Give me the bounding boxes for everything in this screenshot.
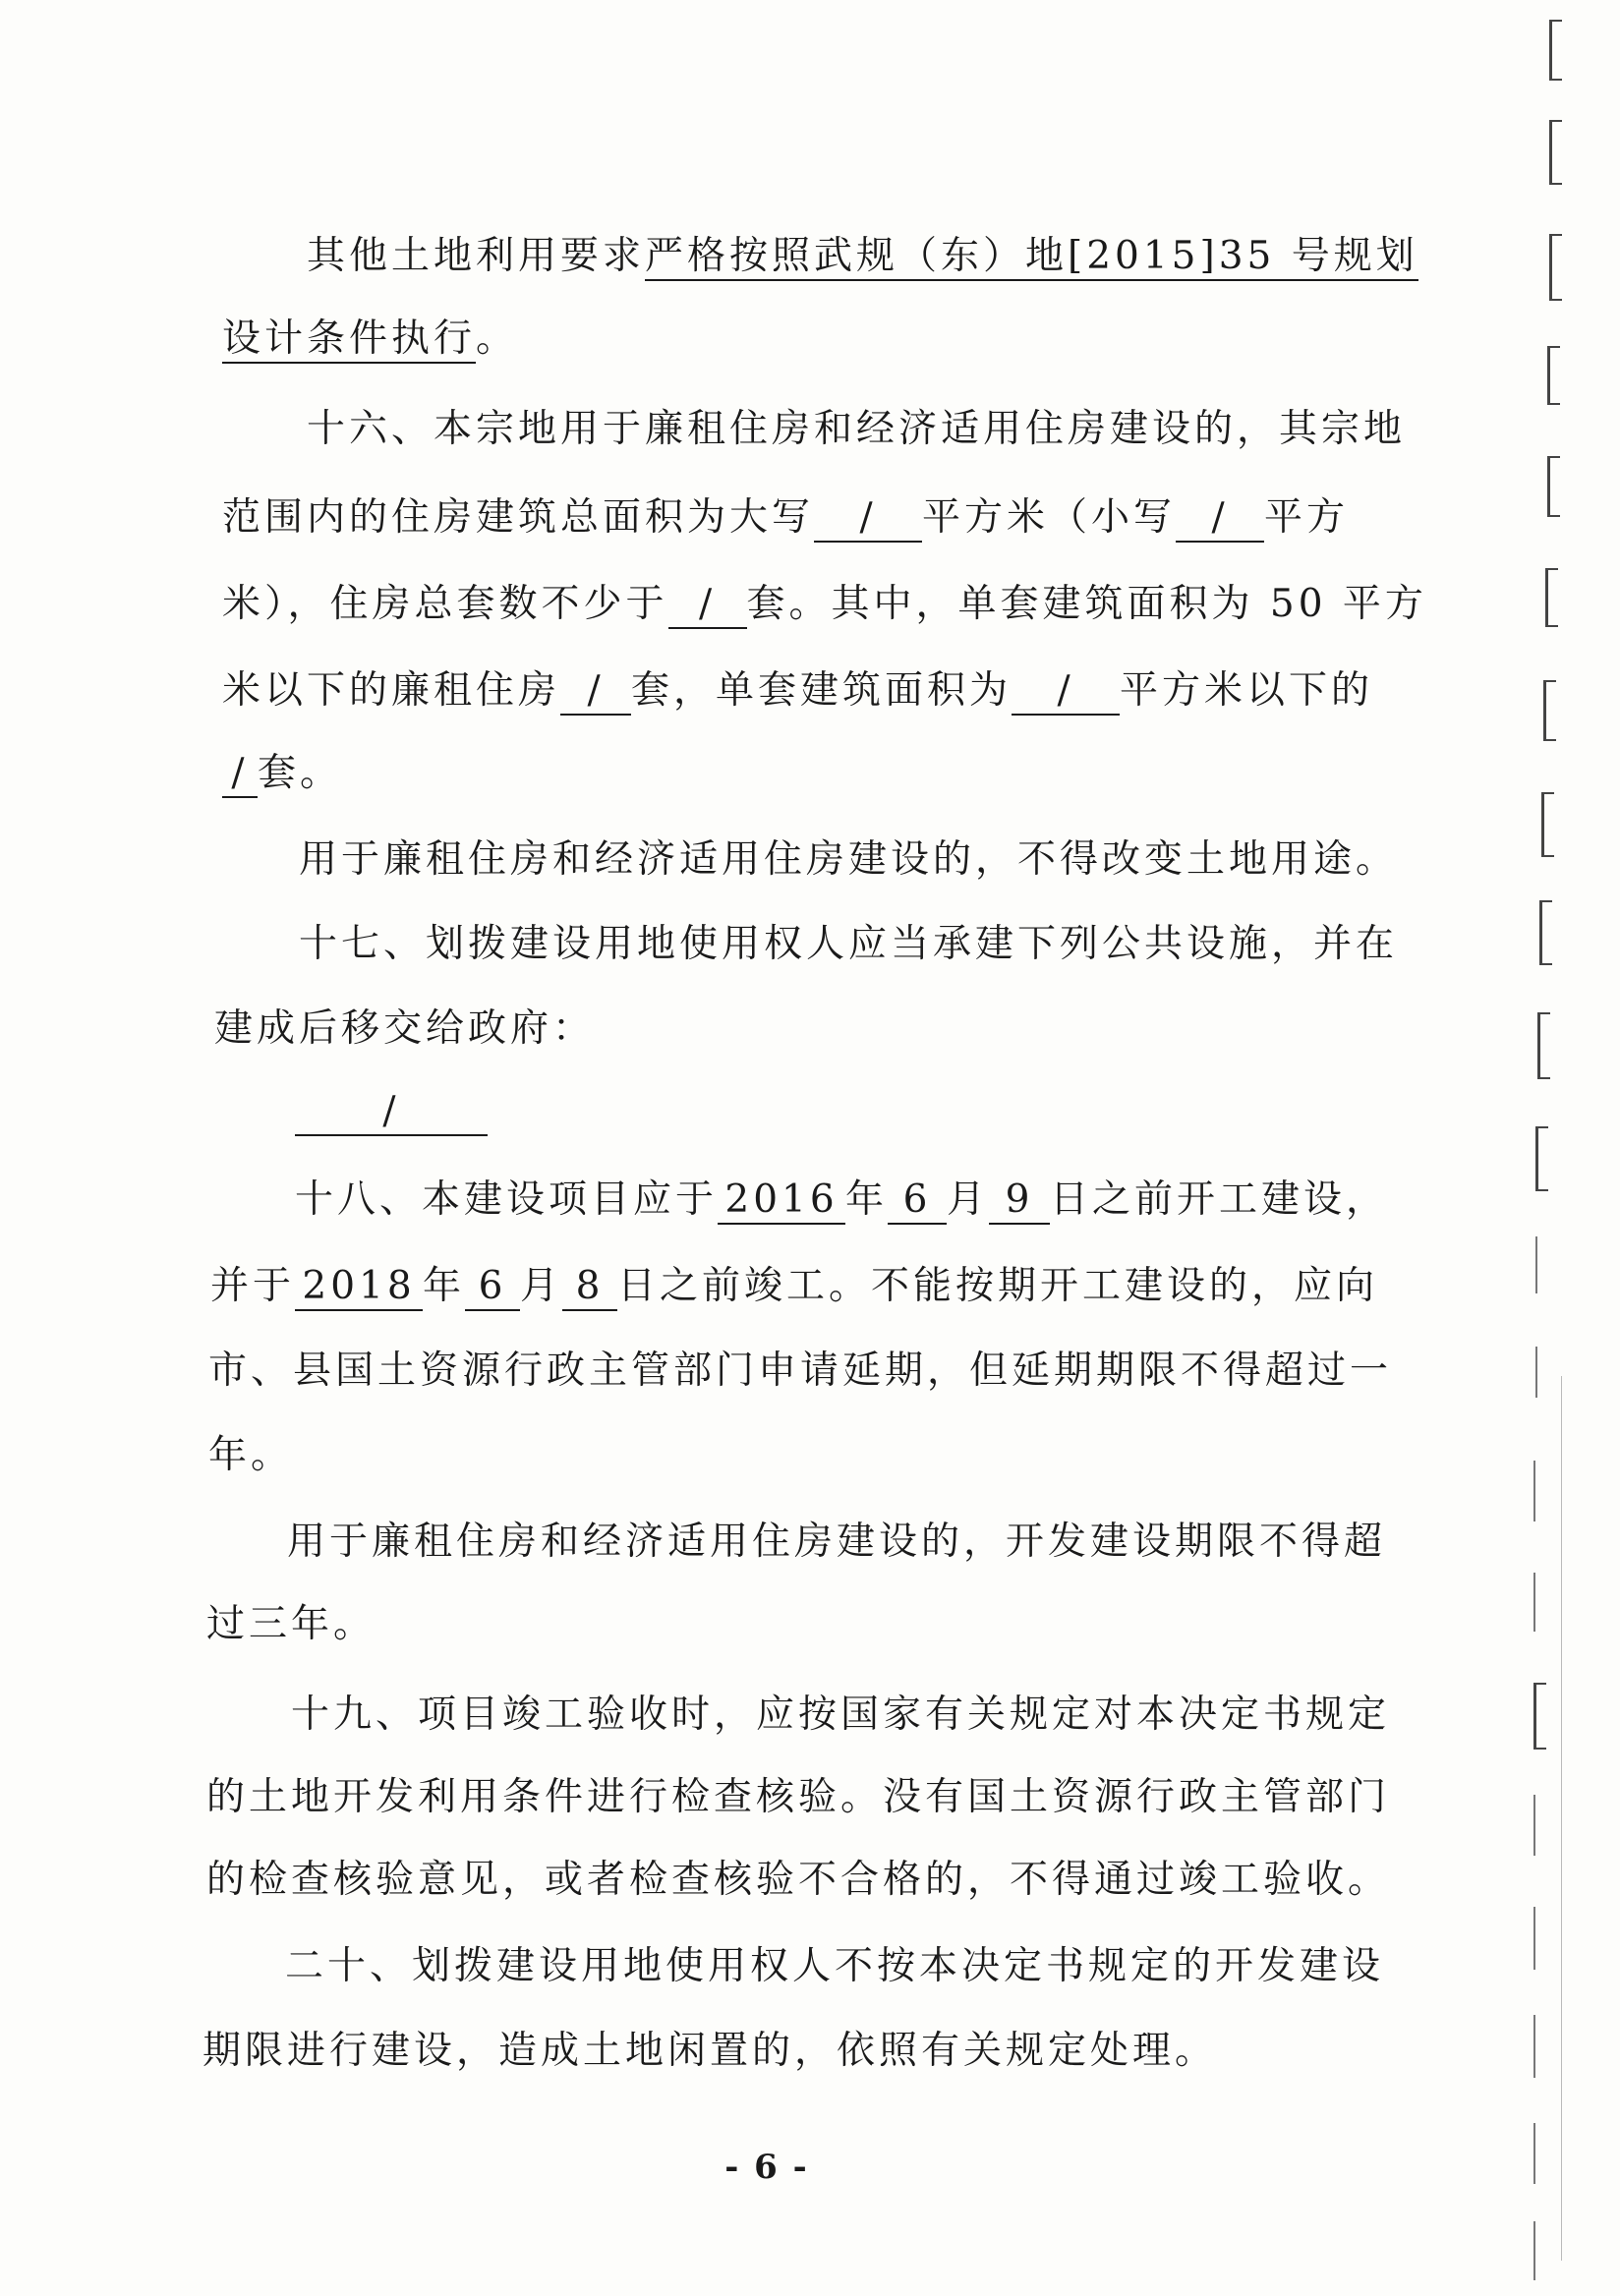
text-line bbox=[222, 666, 1373, 716]
text-segment: 月 bbox=[947, 1177, 990, 1222]
binding-mark bbox=[1535, 1236, 1537, 1293]
text-line bbox=[208, 1347, 1392, 1396]
binding-mark bbox=[1549, 20, 1562, 81]
filled-blank: 严格按照武规（东）地[2015]35 号规划 bbox=[645, 234, 1418, 281]
text-segment: 平方米（小写 bbox=[922, 495, 1177, 540]
text-segment: 期限进行建设，造成土地闲置的，依照有关规定处理。 bbox=[202, 2029, 1218, 2073]
text-segment: 年 bbox=[423, 1264, 466, 1308]
binding-margin bbox=[1522, 0, 1620, 2296]
text-line bbox=[222, 749, 342, 798]
binding-mark bbox=[1545, 568, 1558, 627]
text-line bbox=[222, 580, 1427, 629]
text-segment: 市、县国土资源行政主管部门申请延期，但延期期限不得超过一 bbox=[208, 1349, 1393, 1393]
filled-blank: 2016 bbox=[718, 1177, 845, 1225]
text-segment: 过三年。 bbox=[206, 1602, 376, 1646]
text-segment: 。 bbox=[476, 316, 519, 361]
text-segment: 套。其中，单套建筑面积为 50 平方 bbox=[746, 582, 1427, 626]
text-line bbox=[206, 1856, 1390, 1905]
binding-mark bbox=[1547, 456, 1560, 517]
text-line bbox=[307, 405, 1406, 454]
text-line bbox=[206, 1773, 1390, 1822]
text-segment: 用于廉租住房和经济适用住房建设的，不得改变土地用途。 bbox=[299, 837, 1399, 882]
text-segment: 年。 bbox=[208, 1433, 294, 1477]
text-segment: 的检查核验意见，或者检查核验不合格的，不得通过竣工验收。 bbox=[206, 1858, 1391, 1902]
text-line bbox=[307, 232, 1418, 281]
binding-mark bbox=[1549, 120, 1562, 185]
filled-blank: / bbox=[222, 751, 258, 798]
text-line bbox=[299, 835, 1398, 885]
text-segment: 平方米以下的 bbox=[1120, 668, 1374, 713]
text-segment: 套，单套建筑面积为 bbox=[631, 668, 1012, 713]
binding-mark bbox=[1533, 1683, 1546, 1750]
binding-mark bbox=[1541, 792, 1554, 857]
text-line bbox=[202, 2027, 1217, 2076]
text-line bbox=[295, 1176, 1388, 1225]
text-segment: 用于廉租住房和经济适用住房建设的，开发建设期限不得超 bbox=[287, 1520, 1387, 1564]
filled-blank: 8 bbox=[562, 1264, 617, 1311]
text-segment: 日之前竣工。不能按期开工建设的，应向 bbox=[617, 1264, 1379, 1308]
text-segment: 米），住房总套数不少于 bbox=[222, 582, 668, 626]
binding-mark bbox=[1533, 1461, 1535, 1521]
filled-blank: / bbox=[295, 1089, 488, 1136]
binding-mark bbox=[1533, 1573, 1535, 1632]
filled-blank: / bbox=[668, 582, 747, 629]
text-segment: 套。 bbox=[258, 751, 343, 795]
text-segment: 其他土地利用要求 bbox=[307, 234, 646, 278]
filled-blank: / bbox=[1176, 495, 1264, 543]
filled-blank: 6 bbox=[465, 1264, 520, 1311]
filled-blank: 2018 bbox=[295, 1264, 423, 1311]
text-segment: 十八、本建设项目应于 bbox=[295, 1177, 719, 1222]
text-segment: 月 bbox=[520, 1264, 563, 1308]
filled-blank: 9 bbox=[989, 1177, 1050, 1225]
binding-mark bbox=[1533, 2123, 1535, 2184]
binding-mark bbox=[1533, 2015, 1535, 2078]
text-line bbox=[222, 493, 1349, 543]
text-line bbox=[291, 1691, 1390, 1740]
text-segment: 并于 bbox=[210, 1264, 296, 1308]
binding-mark bbox=[1537, 1012, 1550, 1079]
text-segment: 年 bbox=[845, 1177, 889, 1222]
page-number: - 6 - bbox=[724, 2148, 809, 2187]
filled-blank: / bbox=[1012, 668, 1120, 716]
filled-blank: / bbox=[560, 668, 631, 716]
text-line bbox=[208, 1431, 293, 1480]
text-line bbox=[206, 1600, 376, 1649]
text-segment: 米以下的廉租住房 bbox=[222, 668, 561, 713]
binding-mark bbox=[1539, 900, 1552, 965]
binding-mark bbox=[1547, 346, 1560, 405]
binding-mark bbox=[1549, 234, 1562, 301]
binding-mark bbox=[1533, 1795, 1535, 1856]
text-line bbox=[299, 920, 1398, 969]
binding-mark bbox=[1535, 1347, 1537, 1398]
text-segment: 建成后移交给政府： bbox=[214, 1006, 596, 1051]
text-segment: 十七、划拨建设用地使用权人应当承建下列公共设施，并在 bbox=[299, 922, 1399, 966]
text-segment: 十九、项目竣工验收时，应按国家有关规定对本决定书规定 bbox=[291, 1693, 1391, 1737]
binding-mark bbox=[1533, 2221, 1535, 2280]
text-segment: 日之前开工建设， bbox=[1050, 1177, 1389, 1222]
text-line bbox=[222, 315, 518, 364]
binding-mark bbox=[1543, 680, 1556, 741]
text-line bbox=[285, 1942, 1384, 1991]
filled-blank: / bbox=[814, 495, 922, 543]
binding-mark bbox=[1533, 1907, 1535, 1970]
filled-blank: 6 bbox=[888, 1177, 947, 1225]
text-segment: 平方 bbox=[1264, 495, 1350, 540]
filled-blank: 设计条件执行 bbox=[222, 316, 476, 364]
text-line bbox=[210, 1262, 1378, 1311]
text-line bbox=[287, 1518, 1386, 1567]
text-segment: 的土地开发利用条件进行检查核验。没有国土资源行政主管部门 bbox=[206, 1775, 1391, 1819]
text-segment: 二十、划拨建设用地使用权人不按本决定书规定的开发建设 bbox=[285, 1944, 1385, 1988]
text-line bbox=[214, 1004, 595, 1054]
text-segment: 十六、本宗地用于廉租住房和经济适用住房建设的，其宗地 bbox=[307, 407, 1407, 451]
binding-mark bbox=[1535, 1126, 1548, 1191]
text-segment: 范围内的住房建筑总面积为大写 bbox=[222, 495, 815, 540]
binding-mark bbox=[1561, 1376, 1562, 2261]
text-line bbox=[295, 1087, 488, 1136]
